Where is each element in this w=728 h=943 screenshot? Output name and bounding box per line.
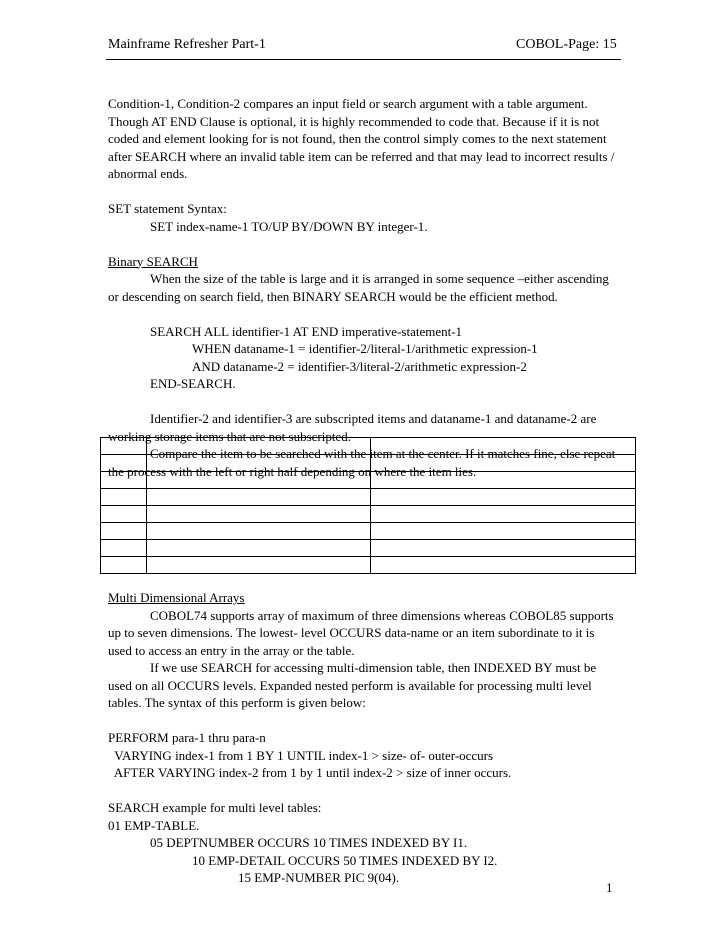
body-section-2 — [108, 589, 628, 887]
table-cell — [371, 540, 636, 557]
text-line: Compare the item to be searched with the item at the center. If it matches fine, else repeat — [150, 446, 616, 461]
table-row — [101, 557, 636, 574]
table-cell — [371, 472, 636, 489]
code-line: 05 DEPTNUMBER OCCURS 10 TIMES INDEXED BY I1. — [150, 835, 468, 850]
body-section-1 — [108, 95, 628, 480]
page-number: 1 — [606, 880, 613, 895]
code-line: 10 EMP-DETAIL OCCURS 50 TIMES INDEXED BY I2. — [192, 852, 498, 868]
table-row — [101, 506, 636, 523]
set-syntax-line: SET index-name-1 TO/UP BY/DOWN BY integer-1. — [150, 218, 428, 234]
table-cell — [371, 557, 636, 574]
binary-search-heading: Binary SEARCH — [108, 253, 198, 269]
text-line: tables. The syntax of this perform is given below: — [108, 695, 366, 710]
table-cell — [147, 523, 371, 540]
code-line: 15 EMP-NUMBER PIC 9(04). — [238, 870, 400, 885]
code-line: WHEN dataname-1 = identifier-2/literal-1/arithmetic expression-1 — [192, 341, 538, 356]
table-cell — [371, 506, 636, 523]
text-line: used to access an entry in the array or the table. — [108, 642, 355, 658]
text-line: the process with the left or right half depending on where the item lies. — [108, 463, 477, 479]
table-cell — [147, 506, 371, 523]
text-line: When the size of the table is large and it is arranged in some sequence –either ascending — [150, 271, 609, 286]
text-line: If we use SEARCH for accessing multi-dimension table, then INDEXED BY must be — [150, 660, 597, 675]
table-cell — [101, 489, 147, 506]
table-row — [101, 472, 636, 489]
header-page-label: COBOL-Page: 15 — [516, 37, 617, 52]
example-heading: SEARCH example for multi level tables: — [108, 800, 322, 815]
text-line: after SEARCH where an invalid table item can be referred and that may lead to incorrect results / — [108, 148, 615, 164]
table-row — [101, 438, 636, 455]
table-cell — [371, 438, 636, 455]
table-cell — [101, 438, 147, 455]
table-cell — [101, 506, 147, 523]
text-line: up to seven dimensions. The lowest- level OCCURS data-name or an item subordinate to it is — [108, 625, 595, 640]
empty-table — [100, 437, 636, 574]
table-cell — [147, 557, 371, 574]
table-cell — [147, 540, 371, 557]
table-cell — [371, 455, 636, 472]
multi-dim-heading: Multi Dimensional Arrays — [108, 590, 245, 605]
table-cell — [101, 557, 147, 574]
table-cell — [101, 455, 147, 472]
text-line: Condition-1, Condition-2 compares an input field or search argument with a table argument. — [108, 96, 588, 111]
code-line: PERFORM para-1 thru para-n — [108, 730, 266, 745]
code-line: END-SEARCH. — [150, 376, 236, 391]
text-line: abnormal ends. — [108, 166, 188, 181]
set-syntax-heading: SET statement Syntax: — [108, 201, 227, 216]
table-cell — [371, 489, 636, 506]
table-row — [101, 540, 636, 557]
table-row — [101, 455, 636, 472]
table-cell — [147, 438, 371, 455]
text-line: Identifier-2 and identifier-3 are subscripted items and dataname-1 and dataname-2 are — [150, 411, 597, 426]
code-line: SEARCH ALL identifier-1 AT END imperative-statement-1 — [150, 323, 463, 339]
text-line: COBOL74 supports array of maximum of three dimensions whereas COBOL85 supports — [150, 607, 614, 623]
text-line: or descending on search field, then BINARY SEARCH would be the efficient method. — [108, 288, 558, 304]
code-line: 01 EMP-TABLE. — [108, 817, 200, 833]
table-row — [101, 489, 636, 506]
text-line: Though AT END Clause is optional, it is highly recommended to code that. Because if it is not — [108, 113, 600, 129]
header-title: Mainframe Refresher Part-1 — [108, 37, 266, 52]
table-cell — [147, 455, 371, 472]
table-row — [101, 523, 636, 540]
table-cell — [101, 540, 147, 557]
text-line: used on all OCCURS levels. Expanded nested perform is available for processing multi level — [108, 677, 592, 693]
code-line: AND dataname-2 = identifier-3/literal-2/arithmetic expression-2 — [192, 358, 527, 374]
text-line: working storage items that are not subscripted. — [108, 428, 351, 444]
header-rule — [106, 59, 621, 60]
code-line: VARYING index-1 from 1 BY 1 UNTIL index-1 > size- of- outer-occurs — [108, 747, 494, 763]
table-cell — [101, 523, 147, 540]
table-cell — [147, 472, 371, 489]
table-cell — [147, 489, 371, 506]
code-line: AFTER VARYING index-2 from 1 by 1 until index-2 > size of inner occurs. — [108, 765, 512, 780]
table-cell — [371, 523, 636, 540]
table-cell — [101, 472, 147, 489]
text-line: coded and element looking for is not found, then the control simply comes to the next statement — [108, 131, 607, 146]
